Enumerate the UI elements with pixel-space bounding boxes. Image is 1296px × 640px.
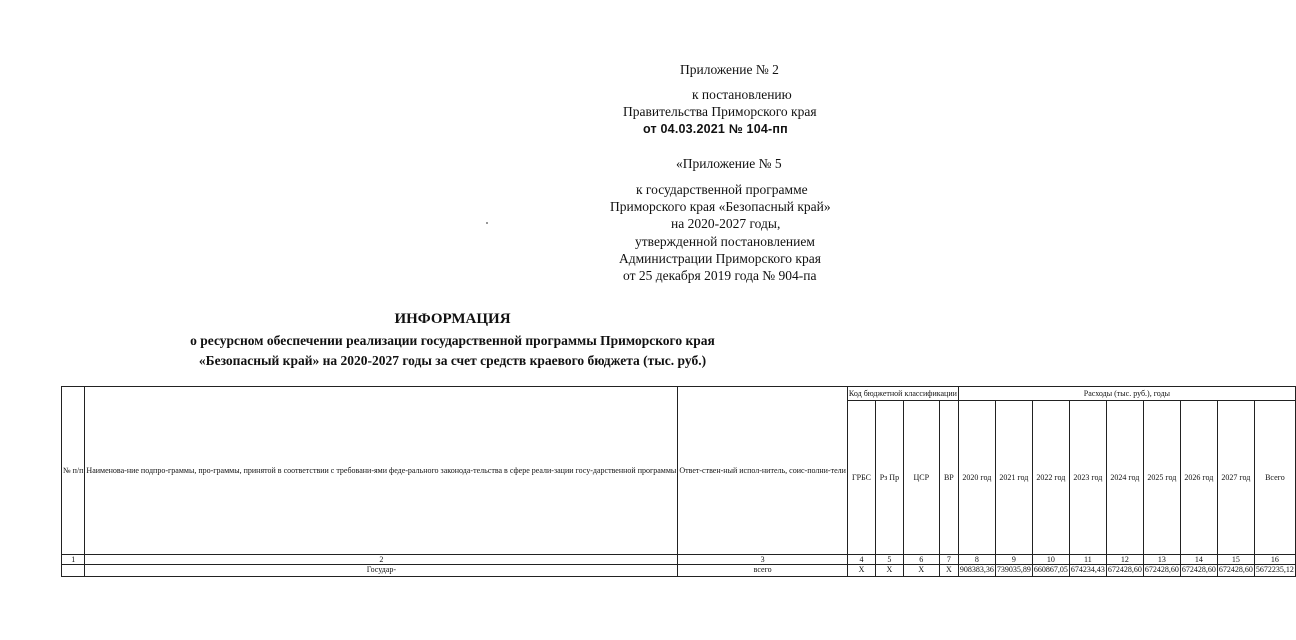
header-col-name: Наименова-ние подпро-граммы, про-граммы, принятой в соответствии с требовани-ями феде-рального законода-тельства в сфере реали-зации госу-дарственной программы <box>85 387 678 555</box>
header-col-responsible: Ответ-ствен-ный испол-нитель, соис-полни-тели <box>678 387 848 555</box>
header-year-2023: 2023 год <box>1069 401 1106 555</box>
column-number-cell: 3 <box>678 555 848 565</box>
decree-date-number: от 25 декабря 2019 года № 904-па <box>623 268 817 283</box>
column-number-cell: 16 <box>1254 555 1295 565</box>
column-number-cell: 5 <box>876 555 904 565</box>
scan-speck <box>486 222 488 224</box>
header-col-number: № п/п <box>62 387 85 555</box>
table-cell: 5672235,12 <box>1254 565 1295 577</box>
column-number-cell: 14 <box>1180 555 1217 565</box>
header-year-2025: 2025 год <box>1143 401 1180 555</box>
table-cell: X <box>847 565 875 577</box>
table-cell: X <box>876 565 904 577</box>
table-cell: 672428,60 <box>1106 565 1143 577</box>
table-cell: 672428,60 <box>1217 565 1254 577</box>
header-year-2026: 2026 год <box>1180 401 1217 555</box>
column-number-cell: 1 <box>62 555 85 565</box>
table-cell: 660867,05 <box>1032 565 1069 577</box>
column-number-cell: 12 <box>1106 555 1143 565</box>
document-subtitle-line2: «Безопасный край» на 2020-2027 годы за счет средств краевого бюджета (тыс. руб.) <box>198 353 707 368</box>
table-cell: 908383,36 <box>958 565 995 577</box>
header-vr: ВР <box>939 401 958 555</box>
table-cell: 674234,43 <box>1069 565 1106 577</box>
column-number-cell: 15 <box>1217 555 1254 565</box>
table-cell: всего <box>678 565 848 577</box>
document-title: ИНФОРМАЦИЯ <box>394 311 511 327</box>
header-year-2020: 2020 год <box>958 401 995 555</box>
column-number-cell: 6 <box>903 555 939 565</box>
program-years: на 2020-2027 годы, <box>671 216 781 231</box>
approved-by: утвержденной постановлением <box>635 234 815 249</box>
header-rzpr: Рз Пр <box>876 401 904 555</box>
header-csr: ЦСР <box>903 401 939 555</box>
table-cell: X <box>939 565 958 577</box>
resource-table <box>61 386 1296 577</box>
table-cell: X <box>903 565 939 577</box>
table-cell: Государ- <box>85 565 678 577</box>
document-subtitle-line1: о ресурсном обеспечении реализации государственной программы Приморского края <box>190 333 715 348</box>
column-number-cell: 4 <box>847 555 875 565</box>
table-cell <box>62 565 85 577</box>
header-year-2024: 2024 год <box>1106 401 1143 555</box>
table-cell: 672428,60 <box>1143 565 1180 577</box>
header-group-budget-codes: Код бюджетной классификации <box>847 387 958 401</box>
column-number-cell: 9 <box>995 555 1032 565</box>
program-name: Приморского края «Безопасный край» <box>610 199 831 214</box>
to-program: к государственной программе <box>636 182 808 197</box>
column-number-cell: 2 <box>85 555 678 565</box>
header-year-2027: 2027 год <box>1217 401 1254 555</box>
appendix-title: Приложение № 2 <box>680 62 779 77</box>
header-grbs: ГРБС <box>847 401 875 555</box>
header-year-2022: 2022 год <box>1032 401 1069 555</box>
column-number-cell: 13 <box>1143 555 1180 565</box>
to-decree: к постановлению <box>692 87 792 102</box>
appendix-5-title: «Приложение № 5 <box>676 156 782 171</box>
header-year-2021: 2021 год <box>995 401 1032 555</box>
table-row <box>62 565 1296 577</box>
government-name: Правительства Приморского края <box>623 104 817 119</box>
table-cell: 739035,89 <box>995 565 1032 577</box>
column-number-cell: 8 <box>958 555 995 565</box>
administration-name: Администрации Приморского края <box>619 251 821 266</box>
header-total: Всего <box>1254 401 1295 555</box>
registration-stamp: от 04.03.2021 № 104-пп <box>643 122 788 136</box>
column-number-cell: 11 <box>1069 555 1106 565</box>
column-number-cell: 7 <box>939 555 958 565</box>
table-cell: 672428,60 <box>1180 565 1217 577</box>
header-group-expenses: Расходы (тыс. руб.), годы <box>958 387 1295 401</box>
column-number-cell: 10 <box>1032 555 1069 565</box>
